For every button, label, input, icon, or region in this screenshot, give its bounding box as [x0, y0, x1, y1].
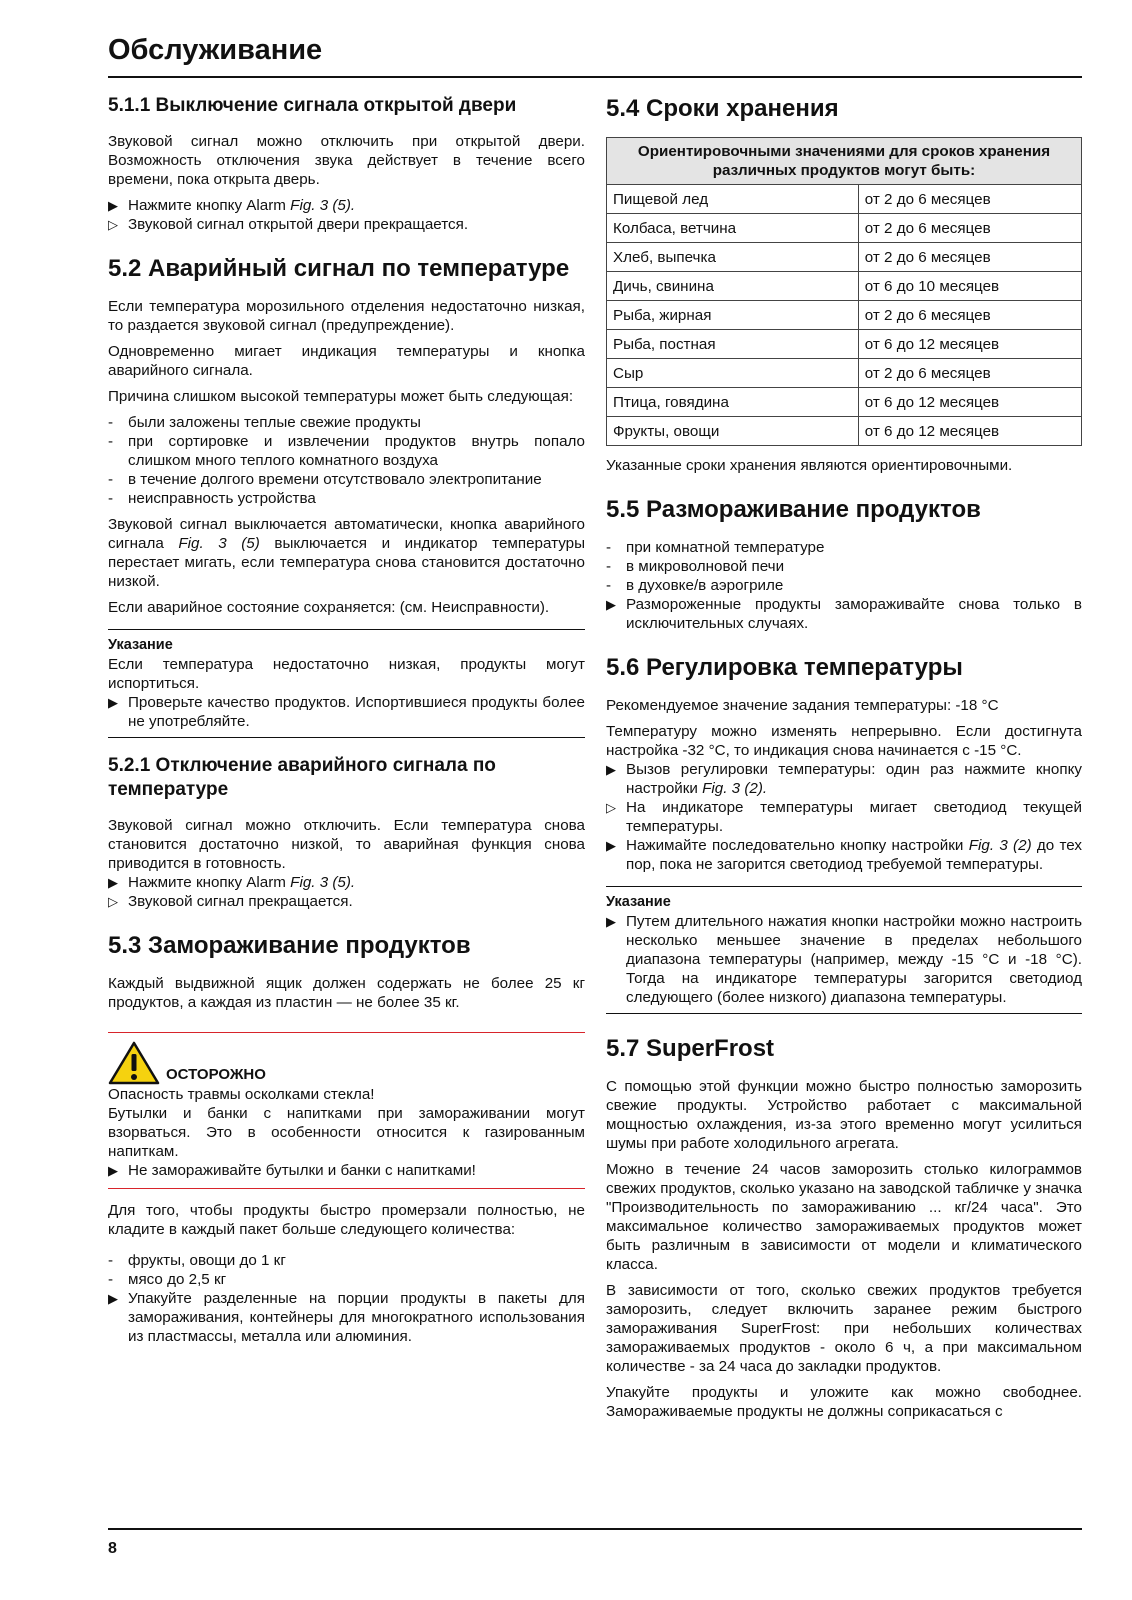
list-item: - при сортировке и извлечении продуктов внутрь попало слишком много теплого комнатного воздуха: [108, 433, 585, 469]
heading-5-1-1: 5.1.1 Выключение сигнала открытой двери: [108, 95, 517, 116]
action-arrow-icon: ▶: [108, 1163, 118, 1178]
action-step: ▶ Размороженные продукты замораживайте снова только в исключительных случаях.: [606, 596, 1082, 632]
paragraph: В зависимости от того, сколько свежих продуктов требуется заморозить, следует включить заранее режим быстрого замораживания SuperFrost: при небольших количествах замораживаемых продуктов - около 6 ч, а при максимальном количестве - за 24 часа до закладки продуктов.: [606, 1282, 1082, 1375]
heading-5-7: 5.7 SuperFrost: [606, 1035, 775, 1062]
heading-5-4: 5.4 Сроки хранения: [606, 95, 839, 122]
warning-text: Опасность травмы осколками стекла!: [108, 1086, 375, 1103]
action-arrow-icon: ▶: [108, 695, 118, 710]
paragraph: Звуковой сигнал можно отключить при открытой двери. Возможность отключения звука действует в течение всего времени, пока открыта дверь.: [108, 133, 585, 188]
warning-triangle-icon: [108, 1041, 160, 1085]
action-step: ▶ Упакуйте разделенные на порции продукты в пакеты для замораживания, контейнеры для многократного использования из пластмассы, металла или алюминия.: [108, 1290, 585, 1345]
table-footnote: Указанные сроки хранения являются ориентировочными.: [606, 457, 1013, 474]
paragraph: Каждый выдвижной ящик должен содержать не более 25 кг продуктов, а каждая из пластин — не более 35 кг.: [108, 975, 585, 1011]
note-label: Указание: [606, 894, 671, 910]
note-box: [606, 886, 1082, 1014]
list-item: - в микроволновой печи: [606, 558, 785, 575]
action-step: ▶ Проверьте качество продуктов. Испортившиеся продукты более не употребляйте.: [108, 694, 585, 730]
action-arrow-icon: ▶: [108, 875, 118, 890]
note-box: [108, 629, 585, 738]
thaw-list: [606, 538, 1082, 595]
table-row: Пищевой лед от 2 до 6 месяцев: [607, 185, 1082, 214]
table-row: Птица, говядина от 6 до 12 месяцев: [607, 388, 1082, 417]
portion-list: [108, 1251, 585, 1289]
list-item: - были заложены теплые свежие продукты: [108, 414, 421, 431]
result-arrow-icon: ▷: [606, 800, 616, 815]
right-column: [606, 92, 1082, 1428]
result-arrow-icon: ▷: [108, 894, 118, 909]
action-arrow-icon: ▶: [606, 914, 616, 929]
note-label: Указание: [108, 637, 173, 653]
action-step: ▶ Вызов регулировки температуры: один раз нажмите кнопку настройки Fig. 3 (2).: [606, 761, 1082, 797]
causes-list: [108, 413, 585, 508]
table-row: Фрукты, овощи от 6 до 12 месяцев: [607, 417, 1082, 446]
paragraph: Можно в течение 24 часов заморозить столько килограммов свежих продуктов, сколько указано на заводской табличке у значка "Производительность по замораживанию ... кг/24 часа". Это максимальное количество замораживаемых продуктов может быть различным в зависимости от модели и климатического класса.: [606, 1161, 1082, 1273]
paragraph: Рекомендуемое значение задания температуры: -18 °C: [606, 697, 999, 714]
action-step: ▶ Не замораживайте бутылки и банки с напитками!: [108, 1162, 476, 1179]
heading-5-5: 5.5 Размораживание продуктов: [606, 496, 981, 523]
list-item: - в духовке/в аэрогриле: [606, 577, 784, 594]
header-rule: [108, 76, 1082, 78]
figure-reference: Fig. 3 (5): [178, 535, 260, 552]
table-row: Дичь, свинина от 6 до 10 месяцев: [607, 272, 1082, 301]
heading-5-2-1: 5.2.1 Отключение аварийного сигнала по температуре: [108, 755, 496, 800]
table-row: Рыба, жирная от 2 до 6 месяцев: [607, 301, 1082, 330]
warning-text: Бутылки и банки с напитками при замораживании могут взорваться. Это в особенности относится к газированным напиткам.: [108, 1105, 585, 1160]
paragraph: Для того, чтобы продукты быстро промерзали полностью, не кладите в каждый пакет больше следующего количества:: [108, 1202, 585, 1238]
list-item: - при комнатной температуре: [606, 539, 825, 556]
figure-reference: Fig. 3 (2): [968, 837, 1032, 854]
heading-5-6: 5.6 Регулировка температуры: [606, 654, 963, 681]
figure-reference: Fig. 3 (2).: [702, 780, 768, 797]
footer-rule: [108, 1528, 1082, 1530]
paragraph: Упакуйте продукты и уложите как можно свободнее. Замораживаемые продукты не должны соприкасаться с: [606, 1384, 1082, 1420]
paragraph: Звуковой сигнал можно отключить. Если температура снова становится достаточно низкой, то аварийная функция снова приводится в готовность.: [108, 817, 585, 872]
action-arrow-icon: ▶: [606, 762, 616, 777]
list-item: - неисправность устройства: [108, 490, 316, 507]
action-step: ▶ Нажмите кнопку Alarm Fig. 3 (5).: [108, 874, 356, 891]
action-arrow-icon: ▶: [108, 1291, 118, 1306]
figure-reference: Fig. 3 (5).: [290, 197, 356, 214]
result-arrow-icon: ▷: [108, 217, 118, 232]
table-header: Ориентировочными значениями для сроков хранения различных продуктов могут быть:: [607, 138, 1082, 185]
page-title: Обслуживание: [108, 34, 323, 66]
table-row: Рыба, постная от 6 до 12 месяцев: [607, 330, 1082, 359]
result-step: ▷ Звуковой сигнал открытой двери прекращается.: [108, 216, 469, 233]
paragraph: Одновременно мигает индикация температуры и кнопка аварийного сигнала.: [108, 343, 585, 379]
table-row: Хлеб, выпечка от 2 до 6 месяцев: [607, 243, 1082, 272]
paragraph: С помощью этой функции можно быстро полностью заморозить свежие продукты. Устройство работает с максимальной мощностью охлаждения, из-за этого временно могут усилиться шумы при работе холодильного агрегата.: [606, 1078, 1082, 1152]
list-item: - мясо до 2,5 кг: [108, 1271, 227, 1288]
warning-title: ОСТОРОЖНО: [166, 1066, 266, 1083]
page-number: 8: [108, 1540, 117, 1557]
warning-box: [108, 1032, 585, 1189]
action-step: ▶ Нажимайте последовательно кнопку настройки Fig. 3 (2) до тех пор, пока не загорится светодиод требуемой температуры.: [606, 837, 1083, 873]
heading-5-2: 5.2 Аварийный сигнал по температуре: [108, 255, 570, 282]
paragraph: Причина слишком высокой температуры может быть следующая:: [108, 388, 574, 405]
figure-reference: Fig. 3 (5).: [290, 874, 356, 891]
heading-5-3: 5.3 Замораживание продуктов: [108, 932, 471, 959]
action-step: ▶ Путем длительного нажатия кнопки настройки можно настроить несколько меньшее значение в пределах небольшого диапазона температуры (например, между -15 °C и -18 °C). Тогда на индикаторе температуры загорится светодиод следующего (более низкого) диапазона температуры.: [606, 913, 1082, 1006]
action-arrow-icon: ▶: [606, 838, 616, 853]
storage-table: [606, 137, 1082, 446]
paragraph: Если температура морозильного отделения недостаточно низкая, то раздается звуковой сигнал (предупреждение).: [108, 298, 585, 334]
left-column: [108, 92, 585, 1346]
paragraph: Температуру можно изменять непрерывно. Если достигнута настройка -32 °C, то индикация снова начинается с -15 °C.: [606, 723, 1082, 759]
paragraph: Звуковой сигнал выключается автоматически, кнопка аварийного сигнала Fig. 3 (5) выключается и индикатор температуры перестает мигать, если температура снова становится достаточно низкой.: [108, 516, 585, 590]
action-step: ▶ Нажмите кнопку Alarm Fig. 3 (5).: [108, 197, 356, 214]
paragraph: Если аварийное состояние сохраняется: (см. Неисправности).: [108, 599, 550, 616]
table-row: Колбаса, ветчина от 2 до 6 месяцев: [607, 214, 1082, 243]
list-item: - фрукты, овощи до 1 кг: [108, 1252, 286, 1269]
table-row: Сыр от 2 до 6 месяцев: [607, 359, 1082, 388]
list-item: - в течение долгого времени отсутствовало электропитание: [108, 471, 542, 488]
result-step: ▷ Звуковой сигнал прекращается.: [108, 893, 353, 910]
action-arrow-icon: ▶: [606, 597, 616, 612]
result-step: ▷ На индикаторе температуры мигает светодиод текущей температуры.: [606, 799, 1082, 835]
action-arrow-icon: ▶: [108, 198, 118, 213]
note-text: Если температура недостаточно низкая, продукты могут испортиться.: [108, 656, 585, 692]
